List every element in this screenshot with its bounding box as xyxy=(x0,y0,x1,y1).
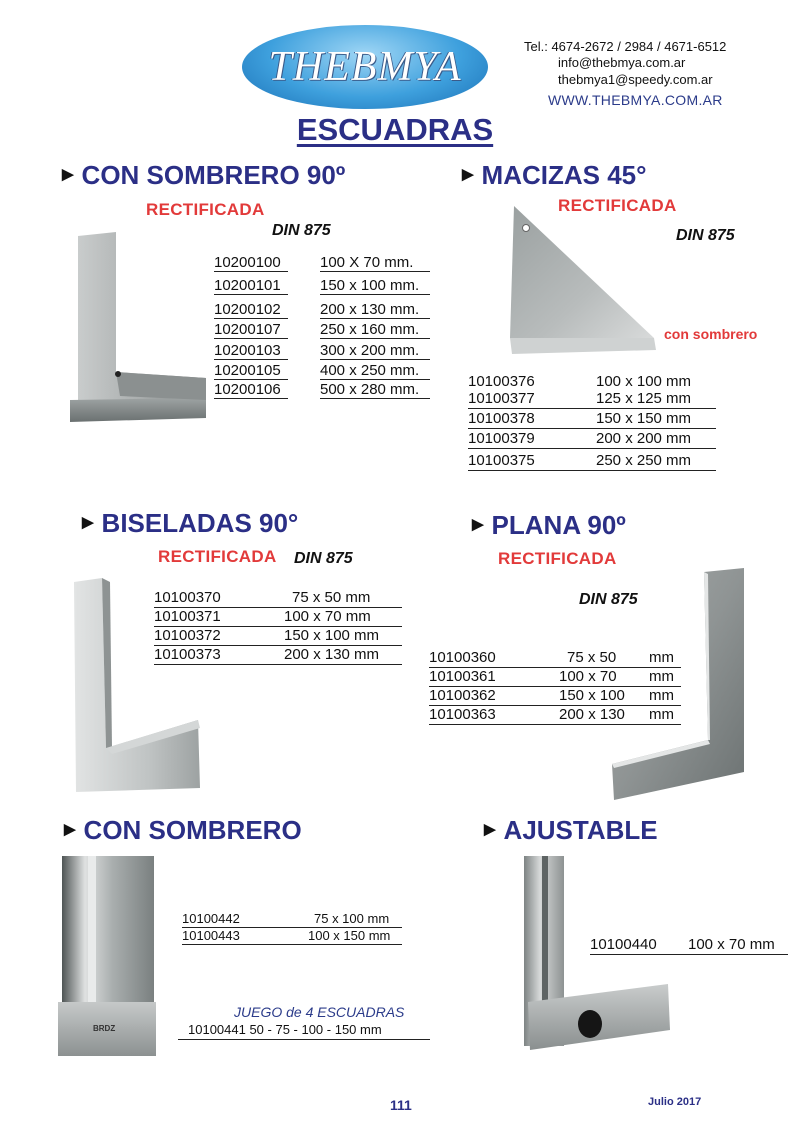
table-row xyxy=(468,410,716,429)
product-unit: mm xyxy=(649,687,674,704)
product-size: 200 x 130 xyxy=(559,706,625,723)
product-size: 150 x 100 mm. xyxy=(320,277,430,295)
product-code: 10100373 xyxy=(154,646,221,663)
table-row xyxy=(154,589,402,608)
product-size: 500 x 280 mm. xyxy=(320,381,430,399)
norm-din: DIN 875 xyxy=(272,222,331,239)
square-macizas-45-image xyxy=(508,204,658,356)
product-size: 300 x 200 mm. xyxy=(320,342,430,360)
section-title-macizas-45: ▶ MACIZAS 45° xyxy=(462,160,647,190)
triangle-bullet-icon: ▶ xyxy=(64,821,76,839)
product-size: 100 x 70 mm xyxy=(688,936,775,953)
section-title-plana-90: ▶ PLANA 90º xyxy=(472,510,626,540)
logo-text: THEBMYA xyxy=(268,44,462,90)
table-row xyxy=(468,452,716,471)
company-logo xyxy=(242,25,488,109)
product-code: 10200103 xyxy=(214,342,288,360)
subtitle-rectificada: RECTIFICADA xyxy=(146,200,265,219)
triangle-bullet-icon: ▶ xyxy=(62,166,74,184)
triangle-bullet-icon: ▶ xyxy=(484,821,496,839)
table-row xyxy=(468,430,716,449)
section-title-sombrero-90: ▶ CON SOMBRERO 90º xyxy=(62,160,346,190)
product-code: 10100362 xyxy=(429,687,496,704)
product-code: 10100379 xyxy=(468,430,535,447)
product-size: 150 x 150 mm xyxy=(596,410,692,427)
product-code: 10100370 xyxy=(154,589,221,606)
section-title-con-sombrero: ▶ CON SOMBRERO xyxy=(64,815,302,845)
product-size: 250 x 250 mm xyxy=(596,452,692,469)
norm-din: DIN 875 xyxy=(676,227,735,244)
product-code: 10100442 xyxy=(182,911,240,926)
product-code: 10100376 xyxy=(468,373,535,390)
table-row xyxy=(154,646,402,665)
product-code: 10200106 xyxy=(214,381,288,399)
table-row xyxy=(154,627,402,646)
section-title-ajustable: ▶ AJUSTABLE xyxy=(484,815,658,845)
contact-email-1[interactable]: info@thebmya.com.ar xyxy=(558,55,686,70)
product-size: 250 x 160 mm. xyxy=(320,321,430,339)
product-code: 10200105 xyxy=(214,362,288,380)
product-size: 100 x 70 mm xyxy=(284,608,371,625)
product-size: 100 x 70 xyxy=(559,668,617,685)
product-unit: mm xyxy=(649,668,674,685)
product-size: 75 x 50 xyxy=(567,649,617,666)
product-size: 200 x 130 mm xyxy=(284,646,380,663)
page-title: ESCUADRAS xyxy=(296,112,494,147)
product-unit: mm xyxy=(649,706,674,723)
product-code: 10100443 xyxy=(182,928,240,943)
product-size: 150 x 100 xyxy=(559,687,625,704)
product-size: 100 x 150 mm xyxy=(308,928,391,943)
norm-din: DIN 875 xyxy=(294,550,353,567)
table-row xyxy=(429,668,681,687)
subtitle-rectificada: RECTIFICADA xyxy=(558,196,677,215)
product-code: 10100372 xyxy=(154,627,221,644)
product-code: 10100375 xyxy=(468,452,535,469)
product-size: 125 x 125 mm xyxy=(596,390,692,407)
triangle-bullet-icon: ▶ xyxy=(472,516,484,534)
triangle-bullet-icon: ▶ xyxy=(82,514,94,532)
product-code: 10100363 xyxy=(429,706,496,723)
table-row xyxy=(429,706,681,725)
product-size: 150 x 100 mm xyxy=(284,627,380,644)
contact-phone: Tel.: 4674-2672 / 2984 / 4671-6512 xyxy=(524,39,727,54)
set-row: 10100441 50 - 75 - 100 - 150 mm xyxy=(178,1022,430,1040)
table-row xyxy=(182,928,402,945)
subtitle-rectificada: RECTIFICADA xyxy=(158,547,277,566)
product-code: 10100371 xyxy=(154,608,221,625)
norm-din: DIN 875 xyxy=(579,591,638,608)
product-code: 10200102 xyxy=(214,301,288,319)
website-link[interactable]: WWW.THEBMYA.COM.AR xyxy=(548,92,723,108)
table-row xyxy=(429,649,681,668)
product-code: 10200107 xyxy=(214,321,288,339)
table-row xyxy=(590,936,788,955)
square-sombrero-90-image xyxy=(70,232,212,422)
section-title-biseladas-90: ▶ BISELADAS 90° xyxy=(82,508,299,538)
subtitle-rectificada: RECTIFICADA xyxy=(498,549,617,568)
page-number: 111 xyxy=(390,1097,412,1113)
product-code: 10100361 xyxy=(429,668,496,685)
product-size: 200 x 130 mm. xyxy=(320,301,430,319)
note-con-sombrero: con sombrero xyxy=(664,326,758,342)
product-code: 10200100 xyxy=(214,254,288,272)
product-code: 10100360 xyxy=(429,649,496,666)
triangle-bullet-icon: ▶ xyxy=(462,166,474,184)
product-size: 75 x 50 mm xyxy=(292,589,371,606)
set-label: JUEGO de 4 ESCUADRAS xyxy=(234,1004,405,1020)
contact-email-2[interactable]: thebmya1@speedy.com.ar xyxy=(558,72,713,87)
table-row xyxy=(468,390,716,409)
product-code: 10100377 xyxy=(468,390,535,407)
brand-mark: BRDZ xyxy=(93,1024,116,1033)
table-row xyxy=(182,911,402,928)
product-size: 100 X 70 mm. xyxy=(320,254,430,272)
product-size: 200 x 200 mm xyxy=(596,430,692,447)
table-row xyxy=(429,687,681,706)
product-code: 10200101 xyxy=(214,277,288,295)
product-code: 10100378 xyxy=(468,410,535,427)
product-code: 10100440 xyxy=(590,936,657,953)
product-size: 75 x 100 mm xyxy=(314,911,390,926)
footer-date: Julio 2017 xyxy=(648,1096,702,1108)
table-row xyxy=(154,608,402,627)
product-size: 100 x 100 mm xyxy=(596,373,692,390)
product-size: 400 x 250 mm. xyxy=(320,362,430,380)
product-unit: mm xyxy=(649,649,674,666)
